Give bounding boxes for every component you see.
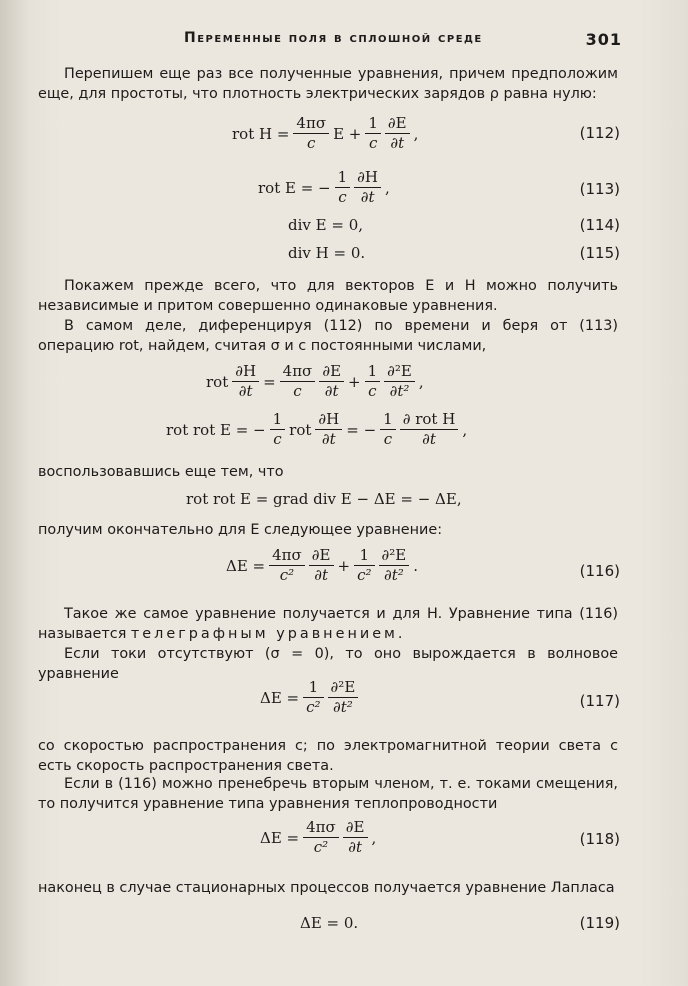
numerator: ∂H (354, 168, 381, 188)
equation-115: div H = 0. (288, 244, 366, 262)
paragraph-2: Покажем прежде всего, что для векторов E и H можно получить независимые и притом совершенно одинаковые уравнения. (38, 278, 618, 314)
denominator: ∂t (348, 838, 363, 856)
paragraph-10: наконец в случае стационарных процессов получается уравнение Лапласа (38, 880, 615, 896)
derivation-3: rot rot E = grad div E − ΔE = − ΔE, (186, 490, 462, 508)
numerator: 4πσ (280, 362, 316, 382)
equation-number-112: (112) (579, 124, 620, 142)
equation-number-115: (115) (579, 244, 620, 262)
denominator: ∂t² (383, 566, 404, 584)
numerator: 4πσ (293, 114, 329, 134)
eq-text: , (385, 178, 390, 197)
term-telegraph-equation: телеграфным уравнением. (130, 626, 406, 642)
fraction (385, 114, 410, 153)
eq-text: = (263, 372, 276, 391)
denominator: c (273, 430, 282, 448)
fraction (400, 410, 459, 449)
paragraph-6-text: Такое же самое уравнение получается и для H. Уравнение типа (116) называется (38, 606, 618, 642)
fraction (315, 410, 342, 449)
eq-text: rot H = (232, 124, 290, 143)
denominator: ∂t (390, 134, 405, 152)
fraction (335, 168, 351, 207)
paragraph-1: Перепишем еще раз все полученные уравнения, причем предположим еще, для простоты, что плотность электрических зарядов ρ равна нулю: (38, 66, 618, 102)
derivation-2 (164, 410, 469, 449)
denominator: c (368, 382, 377, 400)
fraction (232, 362, 259, 401)
equation-number-113: (113) (579, 180, 620, 198)
fraction (269, 546, 305, 585)
fraction (293, 114, 329, 153)
fraction (343, 818, 368, 857)
numerator: 1 (365, 114, 381, 134)
denominator: c (293, 382, 302, 400)
eq-text: ΔE = (260, 828, 300, 847)
numerator: ∂²E (384, 362, 415, 382)
numerator: ∂E (343, 818, 368, 838)
equation-117 (258, 678, 360, 717)
fraction (354, 168, 381, 207)
equation-114: div E = 0, (288, 216, 364, 234)
paragraph-4: воспользовавшись еще тем, что (38, 464, 284, 480)
denominator: c (368, 134, 378, 152)
equation-number-117: (117) (579, 692, 620, 710)
equation-number-114: (114) (579, 216, 620, 234)
paragraph-7: Если токи отсутствуют (σ = 0), то оно вырождается в волновое уравнение (38, 646, 618, 682)
denominator: c² (279, 566, 295, 584)
fraction (319, 362, 344, 401)
fraction (365, 362, 381, 401)
fraction (303, 818, 339, 857)
numerator: 1 (354, 546, 374, 566)
paragraph-3: В самом деле, диференцируя (112) по времени и беря от (113) операцию rot, найдем, считая σ и c постоянными числами, (38, 318, 618, 354)
numerator: 4πσ (269, 546, 305, 566)
eq-text: , (413, 124, 419, 143)
denominator: c² (313, 838, 329, 856)
denominator: c² (357, 566, 372, 584)
eq-text: ΔE = (226, 556, 266, 575)
paragraph-5: получим окончательно для E следующее уравнение: (38, 522, 443, 538)
eq-text: = − (346, 420, 377, 439)
equation-number-116: (116) (579, 562, 620, 580)
eq-text: , (371, 828, 377, 847)
numerator: ∂E (385, 114, 410, 134)
numerator: 4πσ (303, 818, 339, 838)
denominator: ∂t (324, 382, 339, 400)
denominator: ∂t (321, 430, 336, 448)
denominator: c² (306, 698, 321, 716)
eq-text: , (418, 372, 424, 391)
eq-text: E + (333, 124, 362, 143)
numerator: ∂²E (328, 678, 359, 698)
equation-119: ΔE = 0. (300, 914, 359, 932)
denominator: ∂t (314, 566, 329, 584)
fraction (328, 678, 359, 717)
header-title: Переменные поля в сплошной среде (184, 30, 483, 46)
denominator: c (307, 134, 316, 152)
equation-118 (258, 818, 378, 857)
eq-text: ΔE = (260, 688, 300, 707)
numerator: 1 (303, 678, 323, 698)
denominator: ∂t (360, 188, 375, 206)
running-header (184, 30, 622, 49)
eq-text: . (413, 556, 419, 575)
equation-number-118: (118) (579, 830, 620, 848)
page-number: 301 (585, 30, 622, 49)
numerator: 1 (365, 362, 381, 382)
paragraph-9: Если в (116) можно пренебречь вторым членом, т. е. токами смещения, то получится уравнение типа уравнения теплопроводности (38, 776, 618, 812)
fraction (303, 678, 323, 717)
numerator: ∂H (315, 410, 342, 430)
numerator: ∂E (309, 546, 334, 566)
numerator: 1 (335, 168, 351, 188)
numerator: ∂H (232, 362, 259, 382)
eq-text: rot E = − (258, 178, 331, 197)
eq-text: rot rot E = − (166, 420, 266, 439)
paragraph-8: со скоростью распространения c; по электромагнитной теории света c есть скорость распространения света. (38, 738, 618, 774)
numerator: ∂ rot H (400, 410, 459, 430)
equation-116 (224, 546, 420, 585)
equation-112 (230, 114, 420, 153)
denominator: ∂t (238, 382, 253, 400)
numerator: 1 (380, 410, 396, 430)
eq-text: + (348, 372, 361, 391)
numerator: ∂E (319, 362, 344, 382)
denominator: c (338, 188, 347, 206)
eq-text: rot (289, 420, 312, 439)
equation-number-119: (119) (579, 914, 620, 932)
fraction (365, 114, 381, 153)
fraction (380, 410, 396, 449)
paragraph-6 (38, 604, 618, 644)
derivation-1 (204, 362, 426, 401)
denominator: ∂t² (333, 698, 353, 716)
numerator: ∂²E (379, 546, 410, 566)
eq-text: rot (206, 372, 229, 391)
equation-113 (256, 168, 392, 207)
fraction (354, 546, 374, 585)
fraction (309, 546, 334, 585)
eq-text: , (462, 420, 468, 439)
numerator: 1 (270, 410, 286, 430)
denominator: ∂t (422, 430, 436, 448)
eq-text: + (337, 556, 351, 575)
fraction (384, 362, 415, 401)
denominator: c (383, 430, 393, 448)
fraction (280, 362, 316, 401)
fraction (379, 546, 410, 585)
denominator: ∂t² (389, 382, 410, 400)
fraction (270, 410, 286, 449)
